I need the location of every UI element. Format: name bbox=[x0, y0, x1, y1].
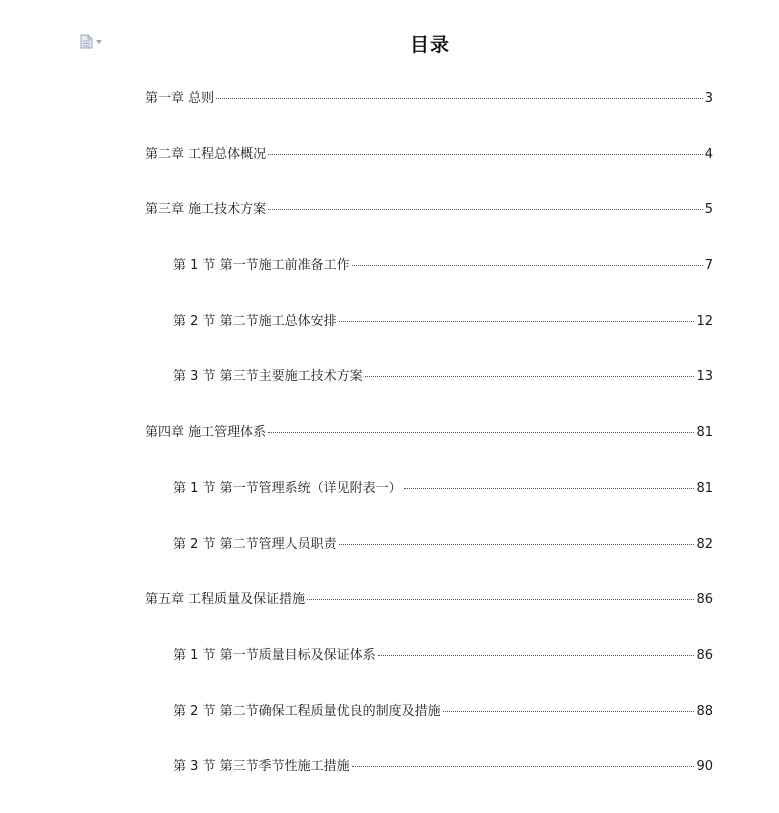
dot-leader bbox=[365, 376, 695, 377]
toc-page-number: 86 bbox=[696, 592, 713, 608]
toc-entry-label: 第 2 节 第二节管理人员职责 bbox=[173, 536, 337, 552]
dot-leader bbox=[268, 154, 703, 155]
toc-page-number: 86 bbox=[696, 647, 713, 663]
toc-page-number: 81 bbox=[696, 425, 713, 441]
toc-entry[interactable] bbox=[145, 702, 713, 758]
toc-entry-label: 第 2 节 第二节确保工程质量优良的制度及措施 bbox=[173, 703, 441, 719]
toc-page-number: 3 bbox=[704, 91, 713, 106]
toc-page-number: 90 bbox=[696, 759, 713, 775]
toc-page-number: 81 bbox=[696, 480, 713, 496]
toc-entry[interactable] bbox=[145, 256, 713, 312]
toc-entry[interactable] bbox=[145, 757, 713, 813]
dot-leader bbox=[352, 766, 695, 767]
toc-entry[interactable] bbox=[145, 200, 713, 256]
toc-page-number: 13 bbox=[696, 369, 713, 385]
toc-page-number: 82 bbox=[696, 536, 713, 552]
toc-entry[interactable] bbox=[145, 312, 713, 368]
toc-entry[interactable] bbox=[145, 479, 713, 535]
toc-entry-label: 第五章 工程质量及保证措施 bbox=[145, 592, 306, 608]
dot-leader bbox=[378, 655, 695, 656]
toc-entry-label: 第四章 施工管理体系 bbox=[145, 425, 267, 441]
toc-entry-label: 第 1 节 第一节管理系统（详见附表一） bbox=[173, 480, 402, 496]
toc-entry-label: 第二章 工程总体概况 bbox=[145, 146, 267, 162]
document-title: 目录 bbox=[409, 34, 450, 56]
dot-leader bbox=[404, 488, 695, 489]
toc-entry[interactable] bbox=[145, 646, 713, 702]
toc-page-number: 12 bbox=[696, 313, 713, 329]
toc-entry-label: 第一章 总则 bbox=[145, 91, 215, 106]
dot-leader bbox=[352, 265, 703, 266]
toc-page-number: 5 bbox=[704, 202, 713, 218]
toc-entry-label: 第 3 节 第三节主要施工技术方案 bbox=[173, 369, 363, 385]
toc-entry-label: 第三章 施工技术方案 bbox=[145, 202, 267, 218]
toc-entry[interactable] bbox=[145, 535, 713, 591]
toc-entry-label: 第 2 节 第二节施工总体安排 bbox=[173, 313, 337, 329]
toc-entry-label: 第 1 节 第一节施工前准备工作 bbox=[173, 258, 350, 274]
toc-entry[interactable] bbox=[145, 590, 713, 646]
toc-entry[interactable] bbox=[145, 423, 713, 479]
toc-page-number: 7 bbox=[704, 258, 713, 274]
toc-entry[interactable] bbox=[145, 89, 713, 145]
toc-entry-label: 第 1 节 第一节质量目标及保证体系 bbox=[173, 647, 376, 663]
dot-leader bbox=[268, 209, 703, 210]
dot-leader bbox=[216, 98, 703, 99]
dot-leader bbox=[268, 432, 694, 433]
dot-leader bbox=[339, 544, 695, 545]
table-of-contents bbox=[145, 89, 713, 813]
dot-leader bbox=[339, 321, 695, 322]
dot-leader bbox=[443, 711, 695, 712]
dot-leader bbox=[307, 599, 694, 600]
toc-page-number: 88 bbox=[696, 703, 713, 719]
toc-entry[interactable] bbox=[145, 367, 713, 423]
toc-page-number: 4 bbox=[704, 146, 713, 162]
toc-entry-label: 第 3 节 第三节季节性施工措施 bbox=[173, 759, 350, 775]
toc-entry[interactable] bbox=[145, 145, 713, 201]
